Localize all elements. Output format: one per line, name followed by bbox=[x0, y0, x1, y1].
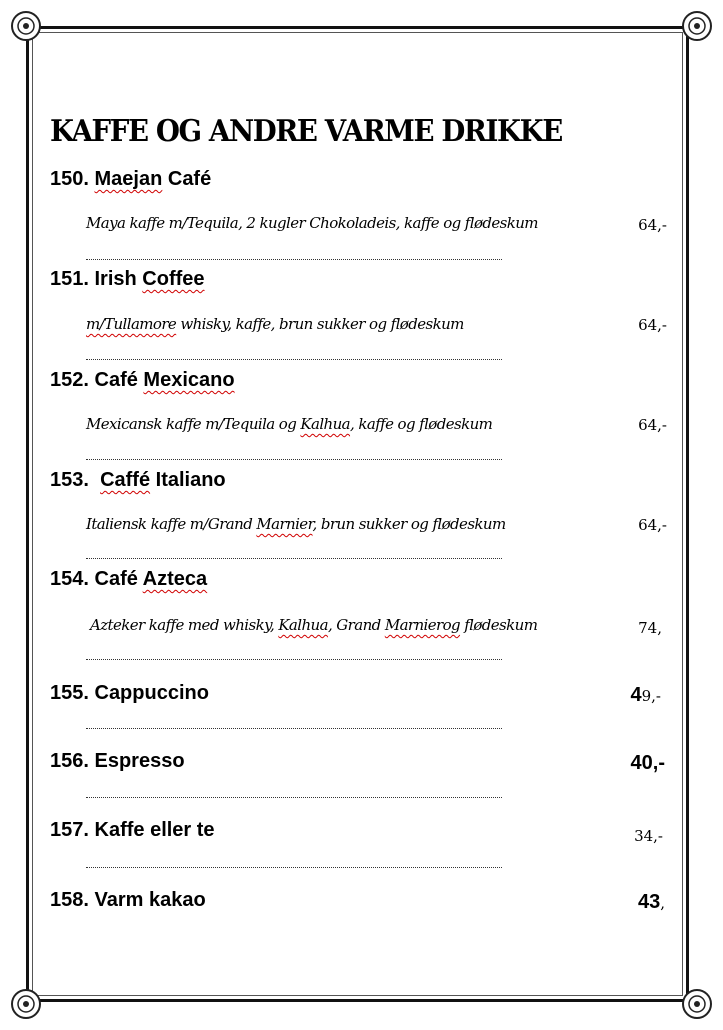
menu-item-description: Italiensk kaffe m/Grand Marnier, brun sukker og flødeskum bbox=[86, 515, 506, 533]
menu-item-price: 74, bbox=[638, 619, 662, 637]
menu-item-price: 64,- bbox=[638, 216, 667, 234]
menu-item-heading: 155. Cappuccino bbox=[50, 682, 209, 704]
corner-ornament-icon bbox=[8, 986, 44, 1022]
corner-ornament-icon bbox=[8, 8, 44, 44]
menu-title: KAFFE OG ANDRE VARME DRIKKE bbox=[50, 114, 562, 149]
menu-item-heading: 158. Varm kakao bbox=[50, 889, 206, 911]
menu-item-price: 64,- bbox=[638, 516, 667, 534]
menu-item-price: 43, bbox=[637, 891, 665, 913]
menu-item-description: Mexicansk kaffe m/Tequila og Kalhua, kaffe og flødeskum bbox=[86, 415, 493, 433]
menu-item-heading: 152. Café Mexicano bbox=[50, 369, 235, 391]
menu-item-price: 40,- bbox=[630, 752, 665, 774]
dotted-separator bbox=[86, 259, 502, 260]
dotted-separator bbox=[86, 359, 502, 360]
dotted-separator bbox=[86, 659, 502, 660]
menu-item-heading: 151. Irish Coffee bbox=[50, 268, 205, 290]
menu-item-heading: 154. Café Azteca bbox=[50, 568, 208, 590]
menu-item-heading: 150. Maejan Café bbox=[50, 168, 212, 190]
menu-item-price: 34,- bbox=[634, 827, 663, 845]
menu-item-price: 49,- bbox=[630, 684, 661, 706]
dotted-separator bbox=[86, 867, 502, 868]
corner-ornament-icon bbox=[679, 8, 715, 44]
menu-item-heading: 157. Kaffe eller te bbox=[50, 819, 215, 841]
menu-item-heading: 153. Caffé Italiano bbox=[50, 469, 226, 491]
menu-item-price: 64,- bbox=[638, 316, 667, 334]
menu-item-description: Azteker kaffe med whisky, Kalhua, Grand Marnierog flødeskum bbox=[90, 616, 538, 634]
menu-item-description: m/Tullamore whisky, kaffe, brun sukker og flødeskum bbox=[86, 315, 464, 333]
menu-item-price: 64,- bbox=[638, 416, 667, 434]
dotted-separator bbox=[86, 797, 502, 798]
dotted-separator bbox=[86, 558, 502, 559]
corner-ornament-icon bbox=[679, 986, 715, 1022]
menu-item-heading: 156. Espresso bbox=[50, 750, 185, 772]
dotted-separator bbox=[86, 459, 502, 460]
menu-item-description: Maya kaffe m/Tequila, 2 kugler Chokoladeis, kaffe og flødeskum bbox=[86, 214, 538, 232]
dotted-separator bbox=[86, 728, 502, 729]
